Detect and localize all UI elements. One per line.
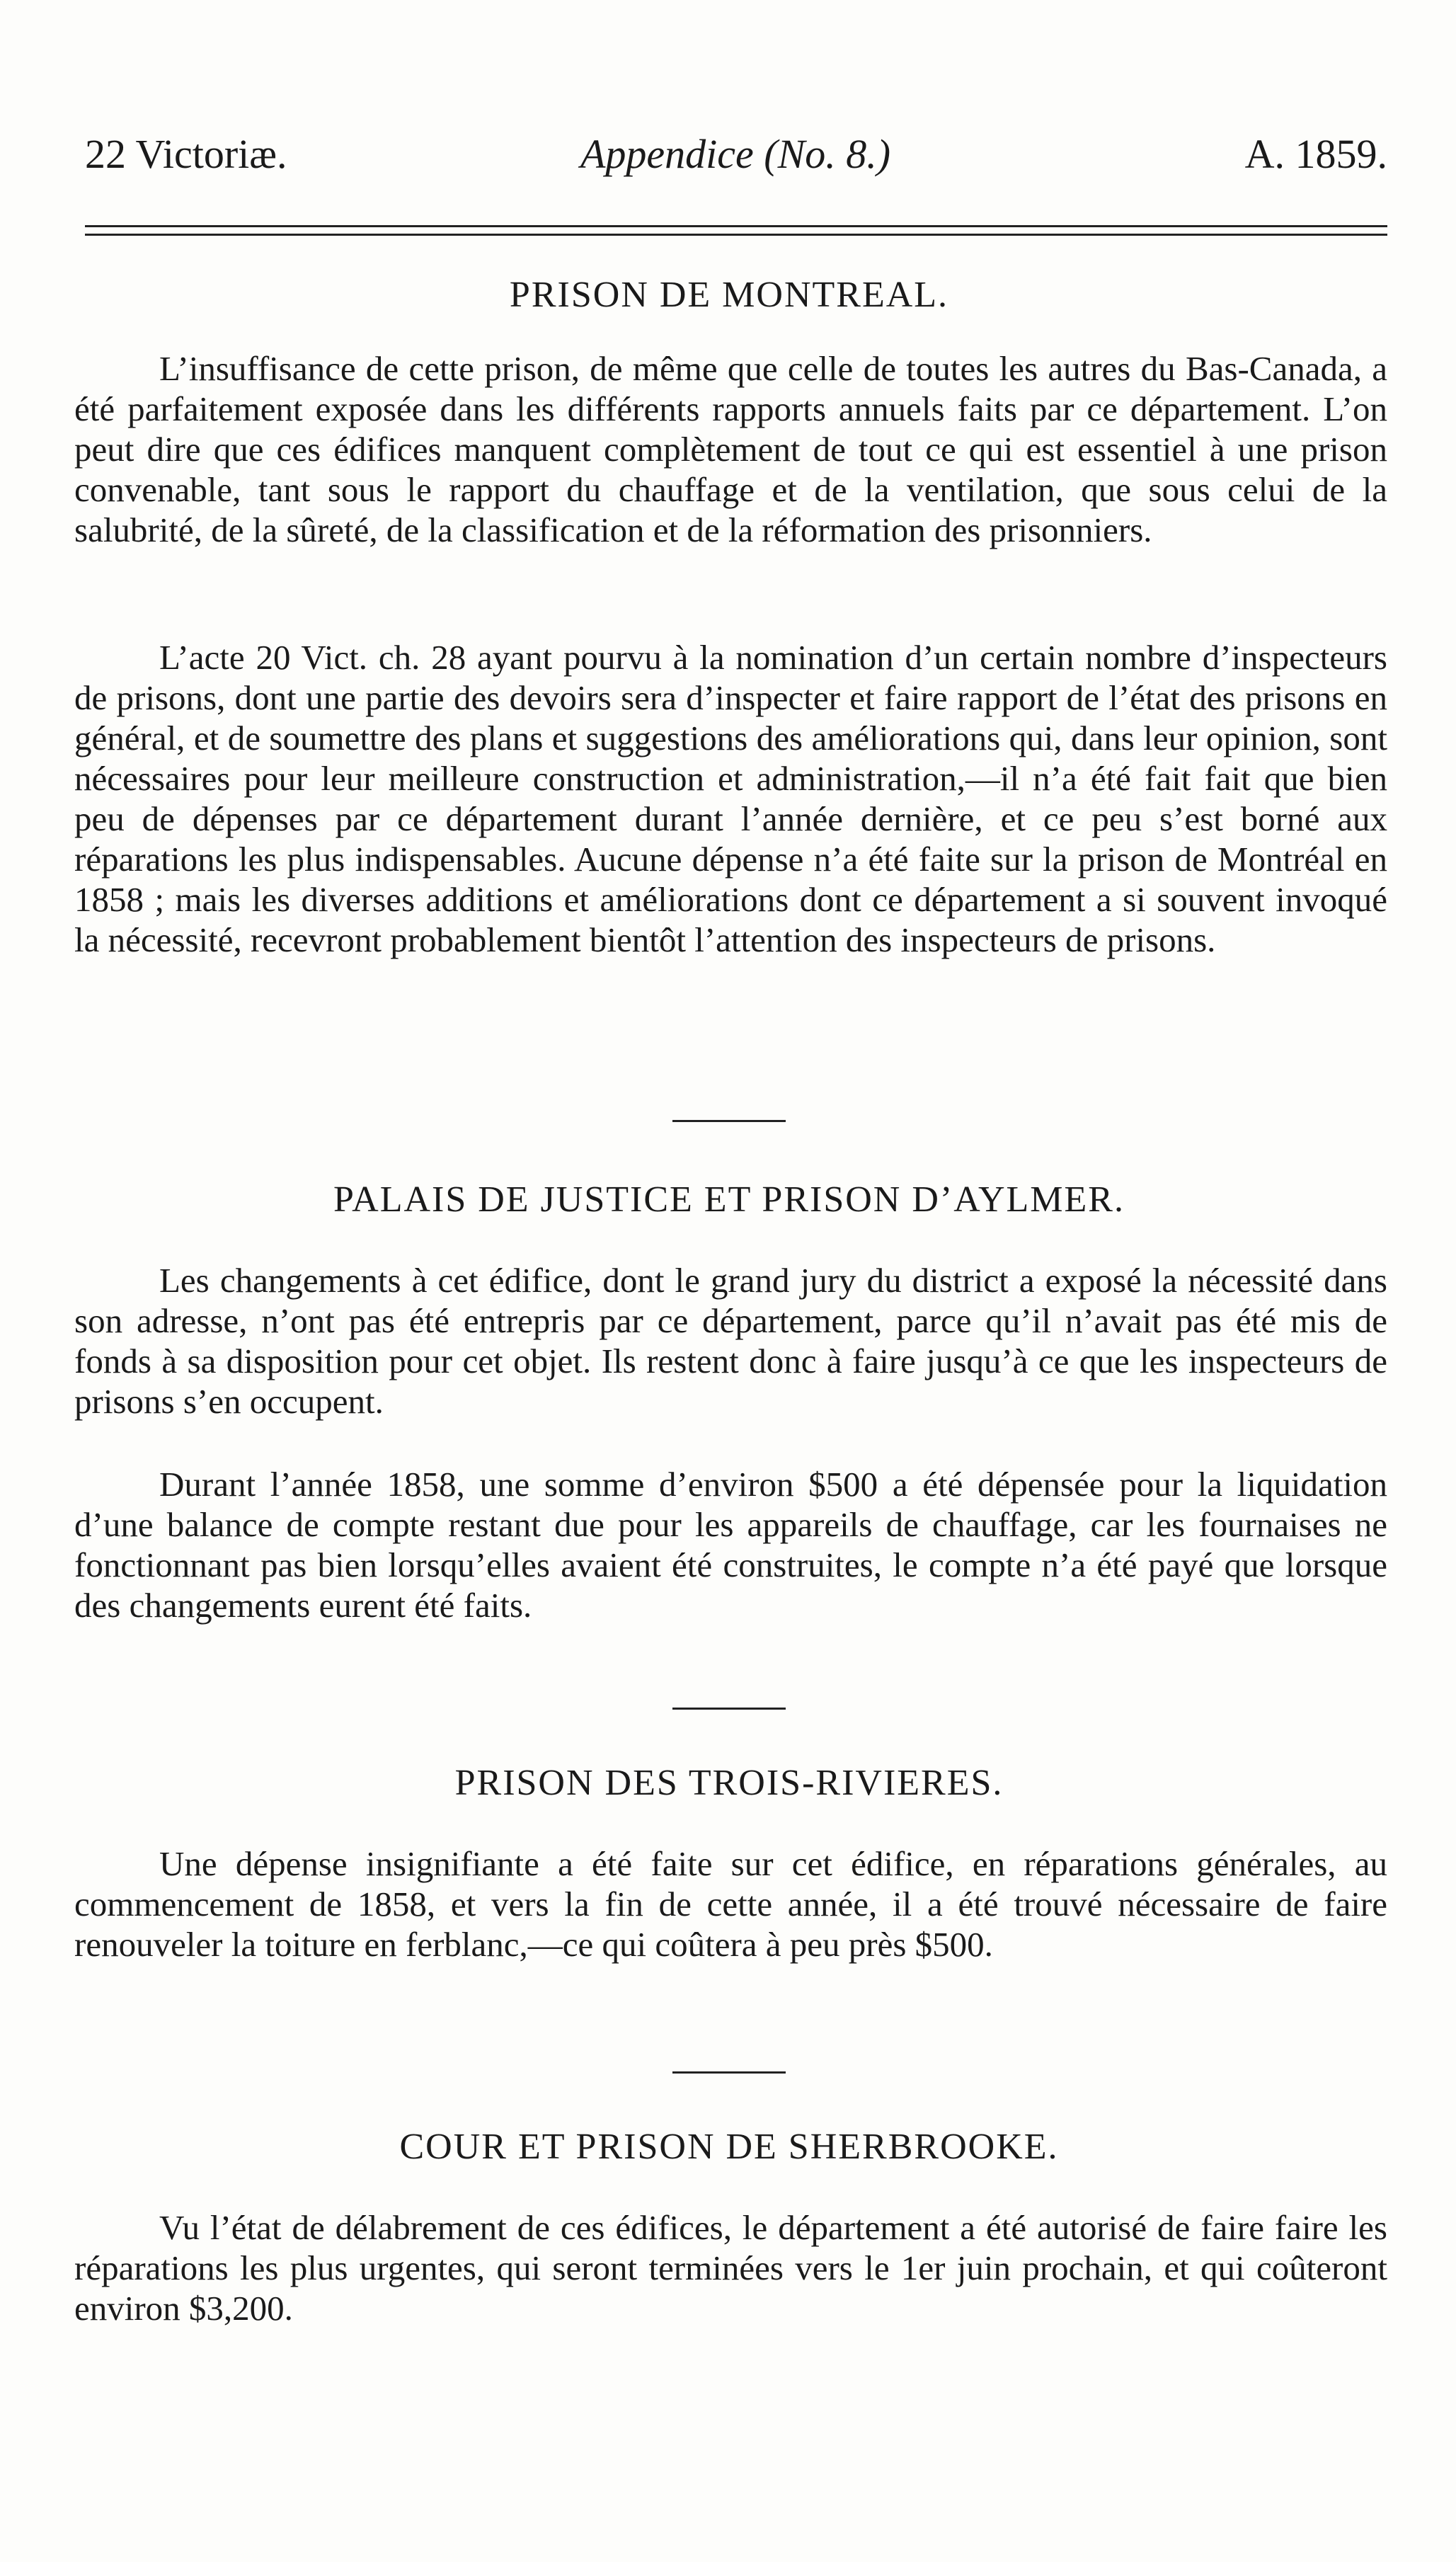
header-session: 22 Victoriæ. [85,131,287,177]
section-title-aylmer: PALAIS DE JUSTICE ET PRISON D’AYLMER. [333,1179,1125,1220]
section-separator [672,2071,786,2074]
paragraph-trois-rivieres-1: Une dépense insignifiante a été faite sur cet édifice, en réparations générales, au commencement de 1858, et vers la fin de cette année, il a été trouvé nécessaire de faire renouveler la toiture en ferblanc,—ce qui coûtera à peu près $500. [74,1844,1387,1964]
paragraph-aylmer-1: Les changements à cet édifice, dont le grand jury du district a exposé la nécessité dans son adresse, n’ont pas été entrepris par ce département, parce qu’il n’avait pas été mis de fonds à sa disposition pour cet objet. Ils restent donc à faire jusqu’à ce que les inspecteurs de prisons s’en occupent. [74,1261,1387,1421]
section-title-montreal: PRISON DE MONTREAL. [509,275,949,315]
paragraph-aylmer-2: Durant l’année 1858, une somme d’environ $500 a été dépensée pour la liquidation d’une balance de compte restant due pour les appareils de chauffage, car les fournaises ne fonctionnant pas bien lorsqu’elles avaient été construites, le compte n’a été payé que lorsque des changements eurent été faits. [74,1465,1387,1625]
paragraph-montreal-1: L’insuffisance de cette prison, de même que celle de toutes les autres du Bas-Canada, a été parfaitement exposée dans les différents rapports annuels faits par ce département. L’on peut dire que ces édifices manquent complètement de tout ce qui est essentiel à une prison convenable, tant sous le rapport du chauffage et de la ventilation, que sous celui de la salubrité, de la sûreté, de la classification et de la réformation des prisonniers. [74,349,1387,549]
paragraph-sherbrooke-1: Vu l’état de délabrement de ces édifices, le département a été autorisé de faire faire les réparations les plus urgentes, qui seront terminées vers le 1er juin prochain, et qui coûteront environ $3,200. [74,2208,1387,2328]
section-separator [672,1708,786,1710]
section-separator [672,1120,786,1122]
rule-bottom [85,234,1387,236]
header-year: A. 1859. [1244,131,1387,177]
paragraph-montreal-2: L’acte 20 Vict. ch. 28 ayant pourvu à la nomination d’un certain nombre d’inspecteurs de prisons, dont une partie des devoirs sera d’inspecter et faire rapport de l’état des prisons en général, et de soumettre des plans et suggestions des améliorations qui, dans leur opinion, sont nécessaires pour leur meilleure construction et administration,—il n’a été fait fait que bien peu de dépenses par ce département durant l’année dernière, et ce peu s’est borné aux réparations les plus indispensables. Aucune dépense n’a été faite sur la prison de Montréal en 1858 ; mais les diverses additions et améliorations dont ce département a si souvent invoqué la nécessité, recevront probablement bientôt l’attention des inspecteurs de prisons. [74,638,1387,959]
running-header [85,126,1387,183]
header-appendix: Appendice (No. 8.) [580,131,891,177]
rule-top [85,225,1387,227]
header-double-rule [85,225,1387,236]
section-title-trois-rivieres: PRISON DES TROIS-RIVIERES. [454,1763,1004,1803]
section-title-sherbrooke: COUR ET PRISON DE SHERBROOKE. [399,2127,1059,2167]
